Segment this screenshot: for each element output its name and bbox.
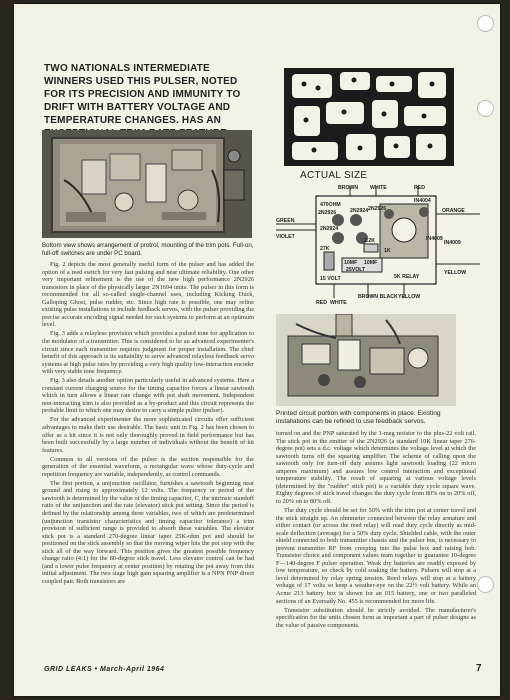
binder-hole-middle xyxy=(477,100,494,117)
article-column-left xyxy=(42,261,254,587)
magazine-page xyxy=(14,4,500,696)
wire-label-yellow: YELLOW xyxy=(444,270,467,276)
footer-publication: GRID LEAKS • March-April 1964 xyxy=(44,666,165,673)
wire-label-green: GREEN xyxy=(276,218,295,224)
binder-hole-top xyxy=(477,15,494,32)
transistor-label-2n2924-a: 2N2924 xyxy=(350,208,369,214)
diode-label-in4009-top: IN4009 xyxy=(426,236,443,242)
relay-label: 5K RELAY xyxy=(394,274,420,280)
capacitor-label-10mf-a: 10MF xyxy=(344,260,358,266)
binder-hole-bottom xyxy=(477,576,494,593)
circuit-board-photo xyxy=(276,314,456,406)
paragraph: Common to all versions of the pulser is the section responsible for the generation of the essential waveform, a rectangular wave whose duty-cycle and repetition frequency are variable, independently, as control commands. xyxy=(42,455,254,478)
resistor-label-2-2k: 2.2K xyxy=(364,238,375,244)
article-headline: TWO NATIONALS INTERMEDIATE WINNERS USED THIS PULSER, NOTED FOR ITS PRECISION AND IMMUNITY TO DRIFT WITH BATTERY VOLTAGE AND TEMPERATURE CHANGES. HAS AN xyxy=(44,63,241,126)
wire-label-bottom-yellow: YELLOW xyxy=(398,294,421,300)
pcb-artwork xyxy=(284,68,454,166)
paragraph: turned on and the PNP saturated by the 1-meg resistor to the plus-22 volt rail. The stick pot in the emitter of the 2N2926 (a standard 10K linear taper 276-degree pot) sets a d.c. voltage which determines the voltage level at which the sawtooth turns off the squaring amplifier. The scheme of calling upon the sawtooth only for turn-off duty assures light sawtooth loading (22 micro amperes maximum) and assures low control interaction and exceptional temperature stability. The result of squaring at various voltage levels (determined by the "rudder" stick pot) is a variable duty cycle square wave. Eighty degrees of stick travel changes the duty cycle from 80% on to 20% off, to 20% on to 80% off. xyxy=(276,430,476,505)
paragraph: The first portion, a unijunction oscillator, furnishes a sawtooth beginning near ground and rising to approximately 12 volts. The frequency or period of the sawtooth is determined by the value of the timing capacitor, C, the intrinsic standoff ratio of the unijunction and the rate (elevator) stick pot setting. Since the period is defined by the relationship among three variables, two of which are predetermined (unijunction transistor characteristics and timing capacitor tolerance) a trim provision of sufficient range is provided to absorb these variables. The elevator stick pot is a standard 270-degree linear taper 25K-ohm pot and should be positioned on the stick assembly so that the moving wiper hits the pot stop with the stick all of the way forward. This position gives the greatest possible frequency change ratio (4:1) for the 80-degree stick travel. Less elevator control can be had (and a lower pulse frequency at center position) by rotating the pot away from this initial adjustment. The two stage high gain squaring amplifier is a NPN PNP direct coupled pair. Both transistors are xyxy=(42,479,254,585)
resistor-label-27k: 27K xyxy=(320,246,330,252)
diode-label-in4004: IN4004 xyxy=(414,198,431,204)
pulser-bottom-view-photo xyxy=(42,130,252,238)
paragraph: Fig. 3 also details another option particularly useful in advanced systems. Here a constant current charging source for the timing capacitor forces a linear sawtooth which in turn allows a linear rate change with pot shaft movement. Independent non-interacting trim is also provided as a by-product and this circuit represents the probable limit to which one may desire to carry a simple pulser (pulser). xyxy=(42,377,254,415)
photo-caption: Bottom view shows arrangement of protrol, mounting of the trim pots. Full-on, full-off switches are under PC board. xyxy=(42,242,254,257)
paragraph: For the advanced experimenter the more sophisticated circuits offer sufficient advantages to make their use desirable. The basic unit in Fig. 2 has been chosen to offer as a kit since it is not only thoroughly proved in field performance but has been built successfully by a large number of individuals without the benefit of kit features. xyxy=(42,416,254,454)
transistor-label-2n2924-b: 2N2924 xyxy=(320,226,339,232)
resistor-label-470ohm: 470OHM xyxy=(320,202,341,208)
page-number: 7 xyxy=(476,663,482,674)
wire-label-orange: ORANGE xyxy=(442,208,465,214)
actual-size-label: ACTUAL SIZE xyxy=(300,170,368,181)
wire-label-brown-black: BROWN BLACK xyxy=(358,294,398,300)
capacitor-label-25volt: 25VOLT xyxy=(346,267,366,273)
resistor-label-1k: 1K xyxy=(384,248,391,254)
component-layout-diagram xyxy=(276,182,480,306)
capacitor-label-15volt: 15 VOLT xyxy=(320,276,341,282)
article-column-right xyxy=(276,430,476,631)
photo2-caption: Printed circuit portion with components in place. Existing installations can be refined to use feedback servos. xyxy=(276,410,441,425)
paragraph: Fig. 3 adds a relayless provision which provides a pulsed tone for application to the modulator of a transmitter. This is considered to be an advanced experimenter's circuit since each transmitter requires judgment for proper installation. The chief benefit of this approach is its suitability to serve advanced relayless feedback servo systems at high pulse rates by providing a very high quality low-interaction encoder with very stable tone frequency. xyxy=(42,330,254,376)
diode-label-in4009-side: IN4009 xyxy=(444,240,461,246)
paragraph: Fig. 2 depicts the most generally useful form of the pulser and has added the option of a reed switch for very fast pulsing and near ultimate reliability. One other very important refinement is the use of the new high performance 2N2926 transistors in place of the physically larger 2N1694 units. The pulser in this form is recommended for all so-called single-channel uses, including Kicking Duck, Galloping Ghost, pulse rudder, etc. Since high rate is possible, one may refine existing pulse installations to include feedback servos, with the pulser providing the precise accurate encoding signal needed for such systems to perform at an optimum level. xyxy=(42,261,254,329)
wire-label-brown: BROWN xyxy=(338,185,359,191)
transistor-label-2n2926-a: 2N2926 xyxy=(318,210,337,216)
paragraph: The duty cycle should be set for 50% with the trim pot at center travel and the stick straight up. An ohmmeter connected between the relay armature and either contact (or across the reed relay) will read duty cycle directly as mid-scale deflection (average) for a 50% duty cycle. Shielded cable, with the outer shield connected to both transmitter chassis and the pulser bus, is necessary to prevent transmitter RF from creeping into the pulse box and raising hob. Transistor choice and component values team together to guarantee 10-degree F—140-degree F pulser operation. Weak dry batteries are readily exposed by low temperature, so check by cold soaking the battery. Pulsers will stop at a level determined by relay spring tension. Reed relays will stop at a battery voltage of 17 volts so keep a weather-eye on the 22½ volt battery. While an Acme 213 battery box is shown for an 015 battery, one or two paralleled sections of an Eveready No. 455 is recommended for more life. xyxy=(276,506,476,605)
transistor-label-2n2926-b: 2N2926 xyxy=(368,206,387,212)
capacitor-label-10mf-b: 10MF xyxy=(364,260,378,266)
wire-label-white: WHITE xyxy=(370,185,387,191)
wire-label-red: RED xyxy=(414,185,425,191)
wire-label-bottom-red: RED xyxy=(316,300,327,306)
paragraph: Transistor substitution should be strictly avoided. The manufacturer's specification for the units chosen form as important a part of pulser designs as the value of passive components. xyxy=(276,606,476,629)
wire-label-violet: VIOLET xyxy=(276,234,295,240)
wire-label-bottom-white: WHITE xyxy=(330,300,347,306)
